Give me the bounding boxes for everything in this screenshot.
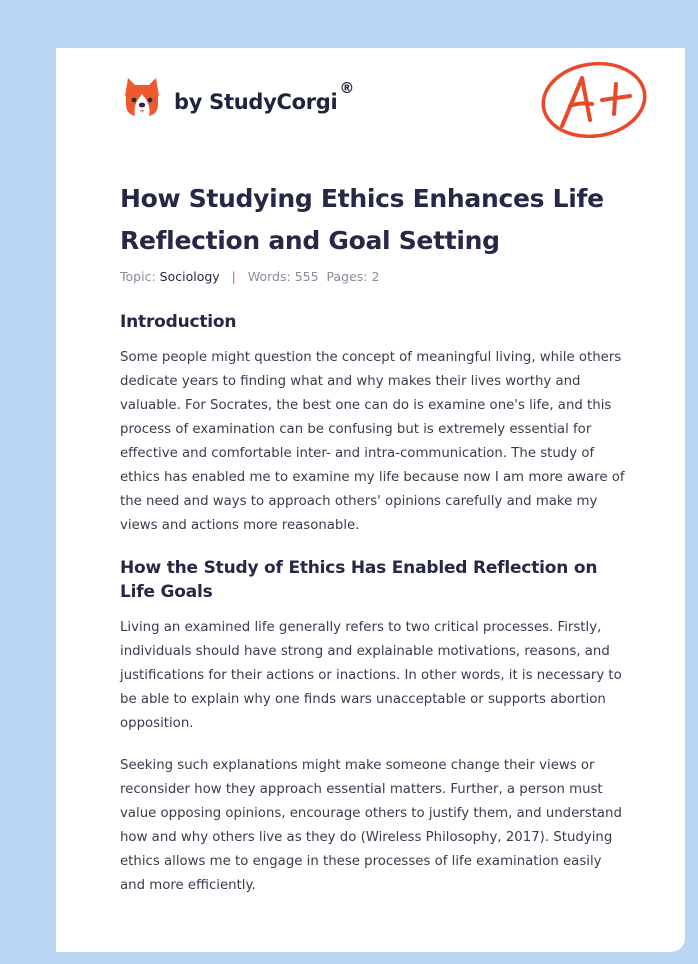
section-heading-ethics-reflection: How the Study of Ethics Has Enabled Reflection on Life Goals	[120, 558, 598, 602]
paragraph: Seeking such explanations might make someone change their views or reconsider how they approach essential matters. Further, a person must value opposing opinions, encourage others to justify them, and understand how and why others live as they do (Wireless Philosophy, 2017). Studying ethics allows me to engage in these processes of life examination easily and more efficiently.	[120, 758, 622, 893]
paragraph: Living an examined life generally refers to two critical processes. Firstly, individuals should have strong and explainable motivations, reasons, and justifications for their actions or inactions. In other words, it is necessary to be able to explain why one finds wars unacceptable or supports abortion opposition.	[120, 620, 622, 731]
section-heading-introduction: Introduction	[120, 312, 237, 332]
registered-mark: ®	[339, 79, 355, 97]
page-header	[56, 48, 685, 168]
words-count: 555	[294, 269, 319, 284]
document-page	[56, 48, 685, 952]
topic-link[interactable]: Sociology	[159, 269, 220, 284]
document-body	[120, 310, 630, 898]
meta-separator: |	[231, 269, 236, 284]
topic-label: Topic:	[120, 269, 156, 284]
a-plus-badge-icon	[538, 58, 650, 142]
page-title: How Studying Ethics Enhances Life Reflection and Goal Setting	[120, 184, 604, 255]
paragraph: Some people might question the concept of meaningful living, while others dedicate years to finding what and why makes their lives worthy and valuable. For Socrates, the best one can do is examine one's life, and this process of examination can be confusing but is extremely essential for effective and comfortable inter- and intra-communication. The study of ethics has enabled me to examine my life because now I am more aware of the need and ways to approach others' opinions carefully and make my views and actions more reasonable.	[120, 350, 625, 533]
brand-name: by StudyCorgi	[174, 90, 338, 114]
pages-label: Pages:	[326, 269, 368, 284]
document-meta	[120, 269, 379, 284]
words-label: Words:	[247, 269, 291, 284]
pages-count: 2	[371, 269, 380, 284]
studycorgi-logo[interactable]	[122, 76, 354, 120]
corgi-logo-icon	[122, 76, 162, 120]
